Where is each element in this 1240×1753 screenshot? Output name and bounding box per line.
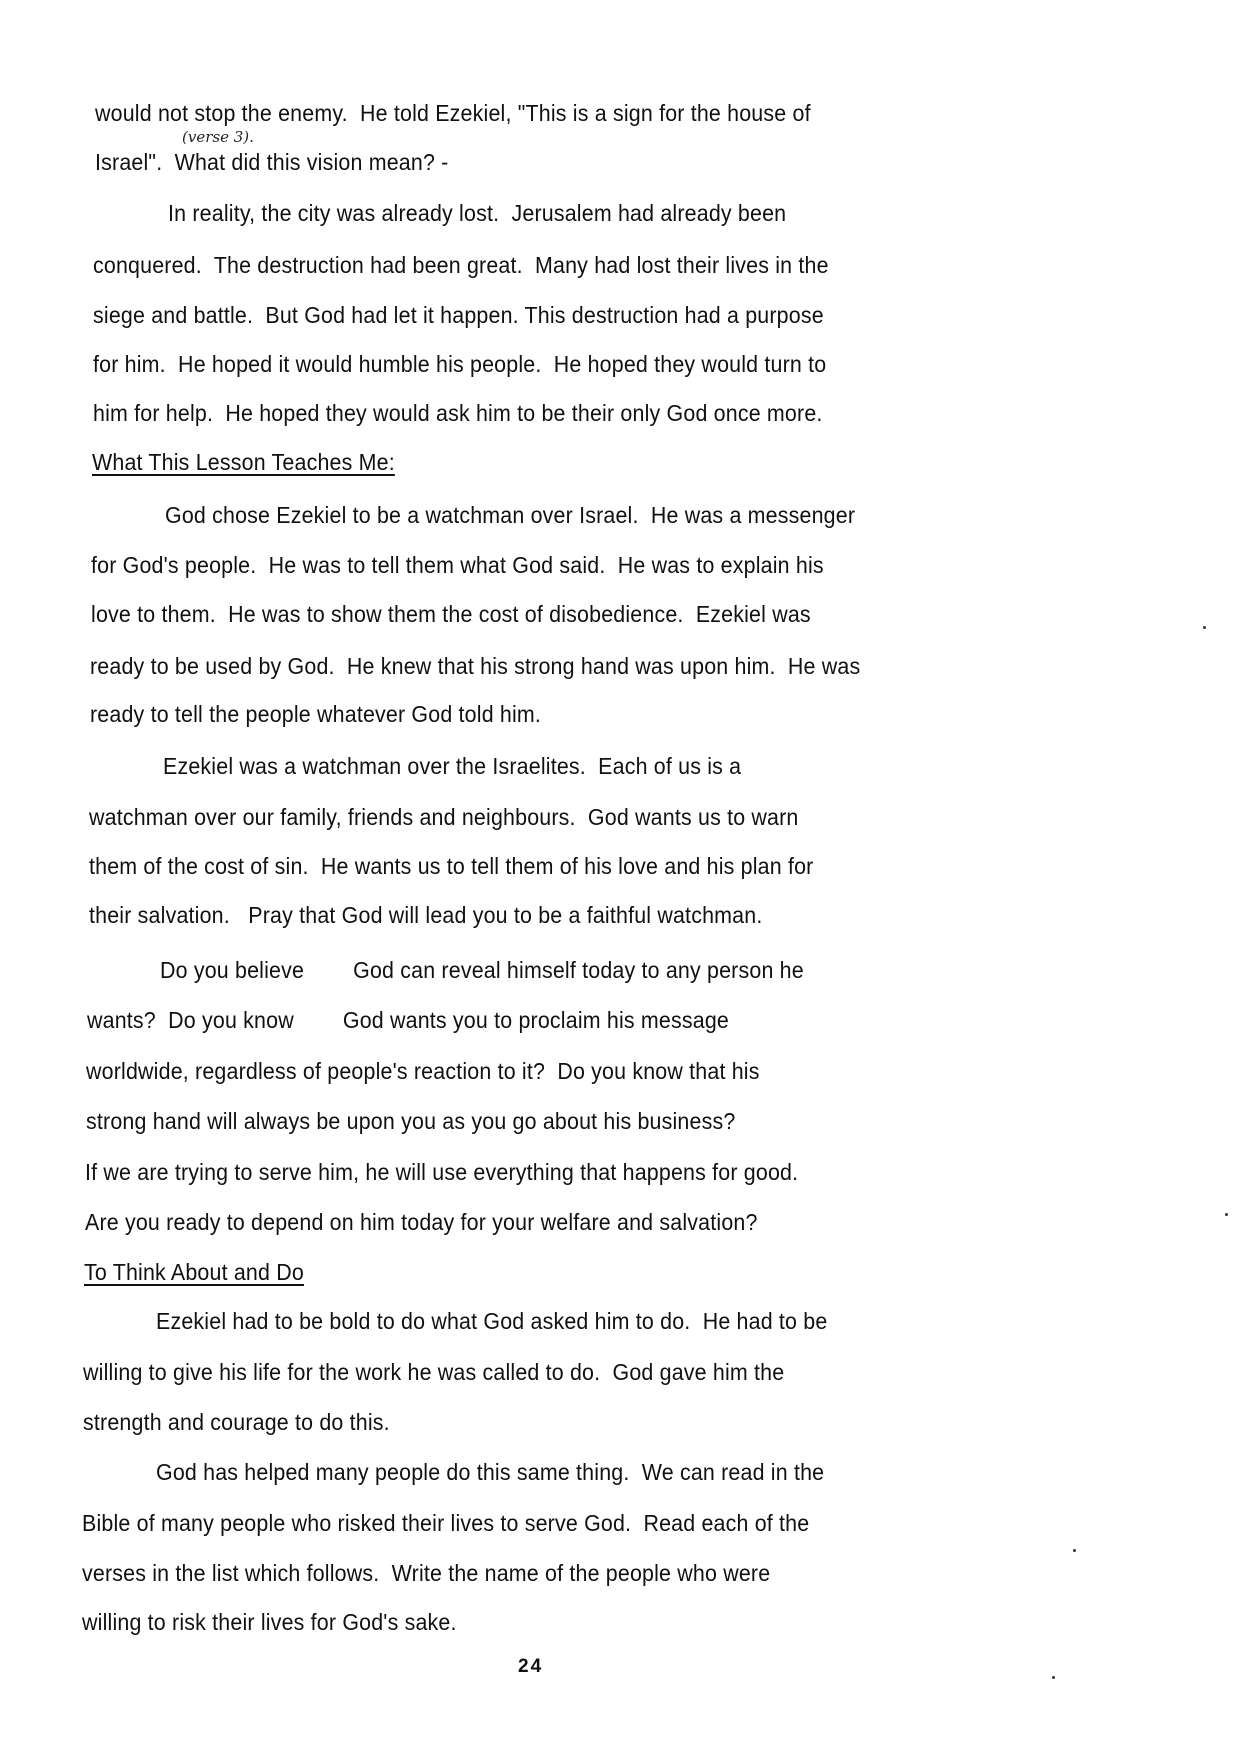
body-line: conquered. The destruction had been great. Many had lost their lives in the [93, 252, 829, 278]
body-line: God chose Ezekiel to be a watchman over Israel. He was a messenger [165, 502, 856, 528]
handwritten-annotation: (verse 3). [182, 128, 254, 146]
body-line: love to them. He was to show them the cost of disobedience. Ezekiel was [91, 601, 811, 627]
section-heading: To Think About and Do [84, 1259, 304, 1285]
body-line: strong hand will always be upon you as you go about his business? [86, 1108, 736, 1134]
section-heading: What This Lesson Teaches Me: [92, 449, 395, 475]
scan-speck [1225, 1213, 1228, 1216]
body-line: Ezekiel had to be bold to do what God asked him to do. He had to be [156, 1308, 828, 1334]
body-line: Israel". What did this vision mean? - [95, 149, 449, 175]
scan-speck [1052, 1676, 1055, 1679]
body-line: If we are trying to serve him, he will use everything that happens for good. [85, 1159, 799, 1185]
body-line: their salvation. Pray that God will lead you to be a faithful watchman. [89, 902, 763, 928]
body-line: willing to give his life for the work he was called to do. God gave him the [83, 1359, 785, 1385]
body-line: willing to risk their lives for God's sake. [82, 1609, 457, 1635]
body-line: would not stop the enemy. He told Ezekiel, "This is a sign for the house of [95, 100, 811, 126]
body-line: Ezekiel was a watchman over the Israelites. Each of us is a [163, 753, 742, 779]
scan-speck [1203, 626, 1206, 629]
page-number: 24 [518, 1656, 544, 1677]
body-line: strength and courage to do this. [83, 1409, 390, 1435]
body-line: for him. He hoped it would humble his people. He hoped they would turn to [93, 351, 827, 377]
body-line: them of the cost of sin. He wants us to tell them of his love and his plan for [89, 853, 814, 879]
body-line: verses in the list which follows. Write the name of the people who were [82, 1560, 771, 1586]
body-line: Are you ready to depend on him today for your welfare and salvation? [85, 1209, 758, 1235]
body-line: Do you believe God can reveal himself today to any person he [160, 957, 804, 983]
body-line: Bible of many people who risked their lives to serve God. Read each of the [82, 1510, 810, 1536]
body-line: God has helped many people do this same thing. We can read in the [156, 1459, 825, 1485]
body-line: ready to be used by God. He knew that his strong hand was upon him. He was [90, 653, 861, 679]
scan-speck [1073, 1549, 1076, 1552]
body-line: for God's people. He was to tell them what God said. He was to explain his [91, 552, 824, 578]
body-line: siege and battle. But God had let it happen. This destruction had a purpose [93, 302, 824, 328]
body-line: wants? Do you know God wants you to proclaim his message [87, 1007, 730, 1033]
body-line: In reality, the city was already lost. Jerusalem had already been [168, 200, 787, 226]
body-line: watchman over our family, friends and neighbours. God wants us to warn [89, 804, 799, 830]
body-line: worldwide, regardless of people's reaction to it? Do you know that his [86, 1058, 760, 1084]
body-line: him for help. He hoped they would ask him to be their only God once more. [93, 400, 823, 426]
body-line: ready to tell the people whatever God told him. [90, 701, 542, 727]
